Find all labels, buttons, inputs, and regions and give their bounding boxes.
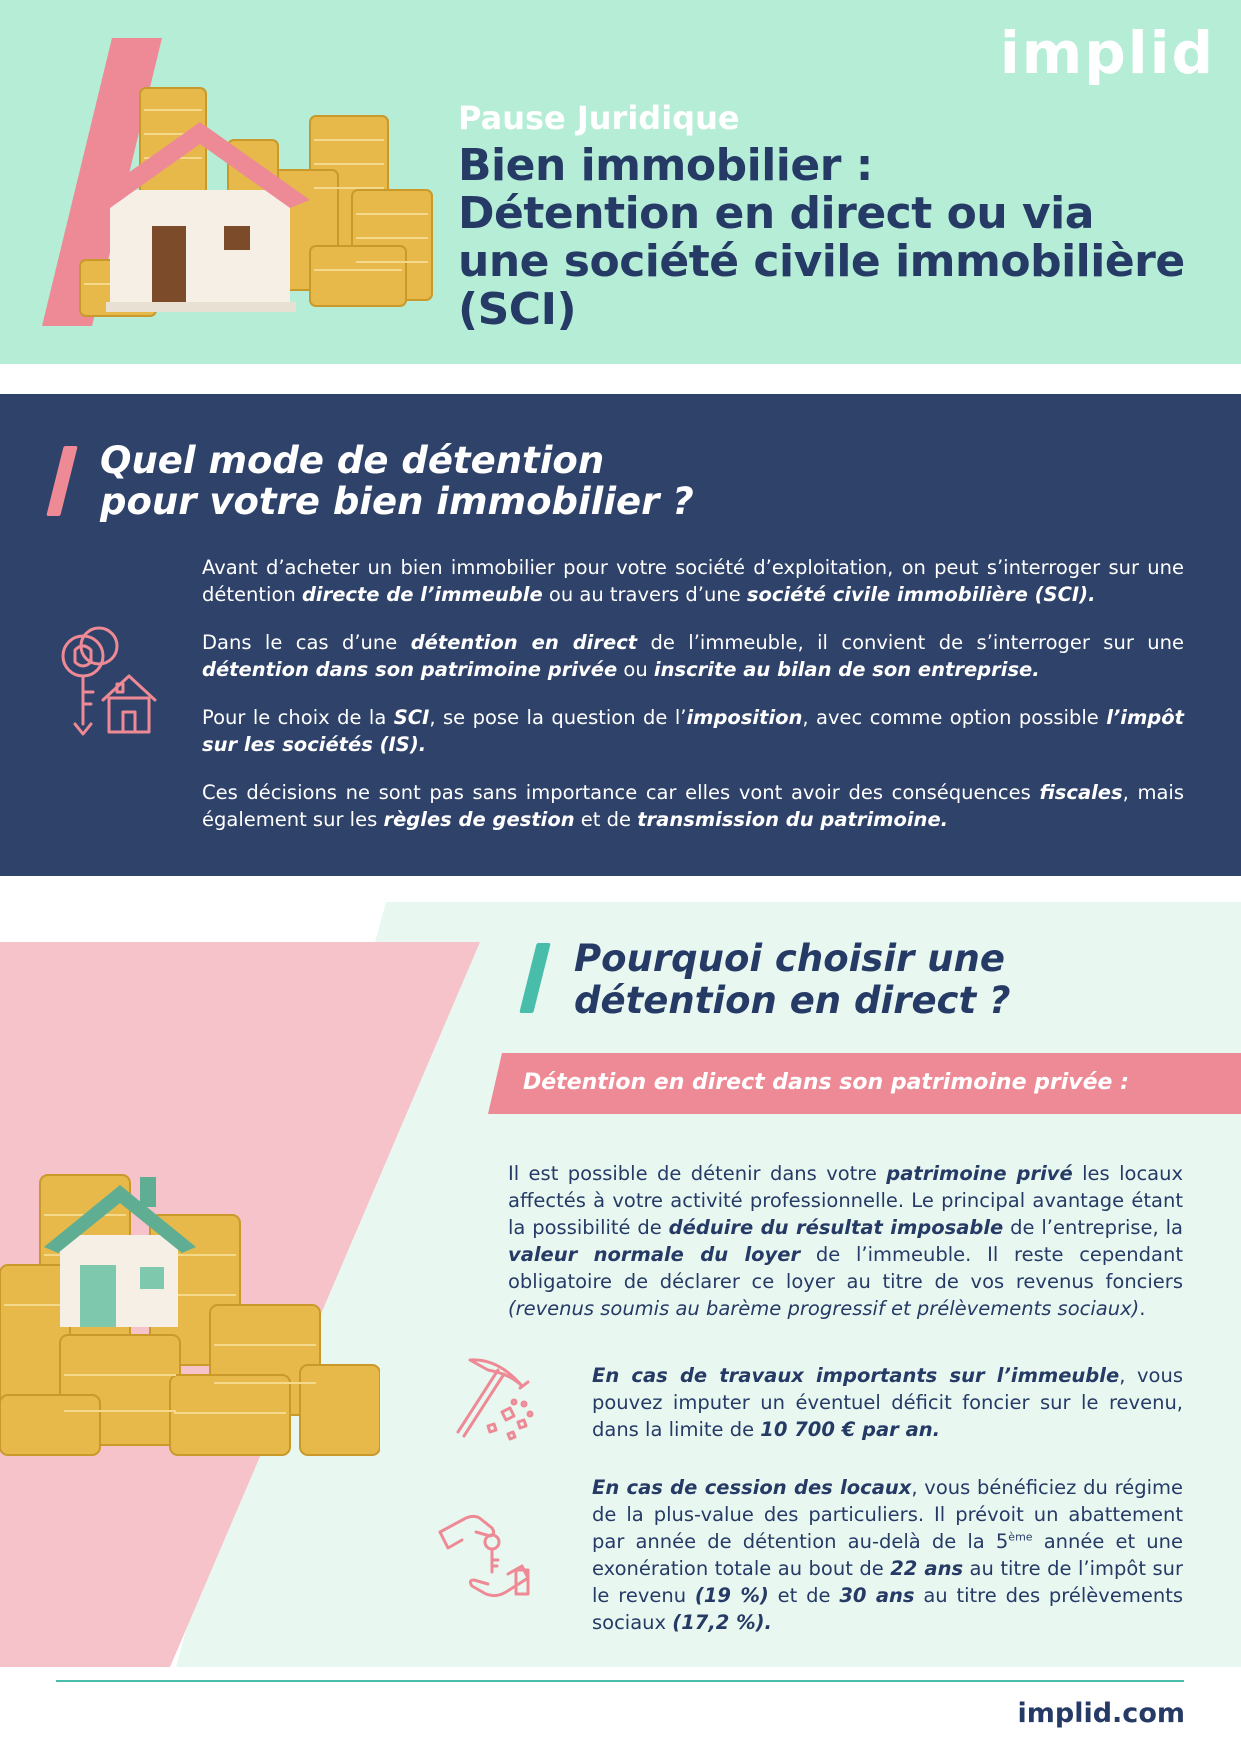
title-line: (SCI) — [458, 284, 577, 335]
hand-key-icon — [436, 1508, 532, 1604]
emphasis: (17,2 %). — [672, 1611, 772, 1634]
emphasis: inscrite au bilan de son entreprise. — [653, 658, 1040, 681]
title-line: Bien immobilier : — [458, 140, 873, 191]
emphasis: patrimoine privé — [886, 1161, 1073, 1185]
text: année et une exonération totale au bout de — [592, 1530, 1183, 1580]
emphasis: 30 ans — [839, 1584, 915, 1607]
text: les locaux affectés à votre activité professionnelle. Le principal avantage étant la possibilité de — [508, 1161, 1184, 1239]
pickaxe-icon — [448, 1352, 544, 1448]
text: Il est possible de détenir dans votre — [508, 1161, 887, 1185]
text: de l’immeuble, il convient de s’interroger sur une — [637, 631, 1184, 654]
text: , vous bénéficiez du régime de la plus-value des particuliers. Il prévoit un abattement par année de détention au-delà de la 5 — [592, 1476, 1183, 1553]
paragraph — [202, 554, 1184, 608]
text: au titre des prélèvements sociaux — [592, 1584, 1184, 1634]
section-title-line: Quel mode de détention — [100, 439, 605, 482]
house-coins-illustration — [40, 30, 460, 340]
feature-travaux — [592, 1362, 1183, 1443]
emphasis: 22 ans — [890, 1557, 964, 1580]
text: et de — [574, 808, 638, 831]
emphasis: directe de l’immeuble — [301, 583, 543, 606]
intro-paragraph — [508, 1160, 1183, 1322]
emphasis: règles de gestion — [383, 808, 575, 831]
feature-cession — [592, 1474, 1183, 1636]
text: , vous pouvez imputer un éventuel déficit foncier sur le revenu, dans la limite de — [592, 1364, 1183, 1441]
paragraph — [202, 629, 1184, 683]
emphasis: l’impôt sur les sociétés (IS). — [202, 706, 1184, 756]
emphasis: transmission du patrimoine. — [637, 808, 949, 831]
emphasis: En cas de travaux importants sur l’immeuble — [592, 1364, 1120, 1387]
emphasis: SCI — [393, 706, 430, 729]
implid-logo: implid — [999, 19, 1215, 87]
kicker-label: Pause Juridique — [458, 99, 740, 137]
text: au titre de l’impôt sur le revenu — [592, 1557, 1183, 1607]
subsection-banner-label: Détention en direct dans son patrimoine privée : — [523, 1070, 1129, 1095]
text: . — [1139, 1296, 1146, 1320]
text: , se pose la question de l’ — [429, 706, 687, 729]
paragraph — [202, 704, 1184, 758]
section-slash-accent — [46, 446, 77, 516]
section-title — [574, 938, 1011, 1022]
emphasis: société civile immobilière (SCI). — [746, 583, 1096, 606]
key-house-icon — [55, 626, 165, 736]
emphasis: 10 700 € par an. — [760, 1418, 941, 1441]
text: de l’immeuble. Il reste cependant obligatoire de déclarer ce loyer au titre de vos revenus fonciers — [508, 1242, 1183, 1293]
section-body — [202, 554, 1184, 854]
superscript: ème — [1008, 1530, 1033, 1544]
emphasis: (19 %) — [694, 1584, 769, 1607]
text: ou au travers d’une — [542, 583, 747, 606]
emphasis: imposition — [686, 706, 803, 729]
text: , avec comme option possible — [802, 706, 1107, 729]
text: et de — [768, 1584, 840, 1607]
emphasis: fiscales — [1039, 781, 1123, 804]
header — [0, 0, 1241, 364]
title-line: Détention en direct ou via — [458, 188, 1094, 239]
text: , mais également sur les — [202, 781, 1185, 831]
section-title-line: détention en direct ? — [574, 979, 1011, 1022]
text: Ces décisions ne sont pas sans importance car elles vont avoir des conséquences — [202, 781, 1040, 804]
paragraph — [202, 779, 1184, 833]
footer-divider — [56, 1680, 1184, 1682]
emphasis: détention en direct — [410, 631, 638, 654]
title-line: une société civile immobilière — [458, 236, 1185, 287]
section-title — [100, 440, 694, 522]
text: Dans le cas d’une — [202, 631, 411, 654]
house-coins-illustration — [0, 1155, 380, 1475]
page-title — [458, 142, 1228, 334]
emphasis: détention dans son patrimoine privée — [202, 658, 618, 681]
text: ou — [617, 658, 654, 681]
text: de l’entreprise, la — [1003, 1215, 1183, 1239]
emphasis: valeur normale du loyer — [508, 1242, 801, 1266]
emphasis: déduire du résultat imposable — [668, 1215, 1004, 1239]
italic-text: (revenus soumis au barème progressif et prélèvements sociaux) — [508, 1296, 1140, 1320]
section-title-line: Pourquoi choisir une — [574, 937, 1005, 980]
website-link[interactable]: implid.com — [1017, 1698, 1185, 1729]
emphasis: En cas de cession des locaux — [592, 1476, 912, 1499]
section-mode-detention — [0, 394, 1241, 876]
text: Pour le choix de la — [202, 706, 394, 729]
text: Avant d’acheter un bien immobilier pour votre société d’exploitation, on peut s’interroger sur une détention — [202, 556, 1184, 606]
section-title-line: pour votre bien immobilier ? — [100, 480, 694, 523]
